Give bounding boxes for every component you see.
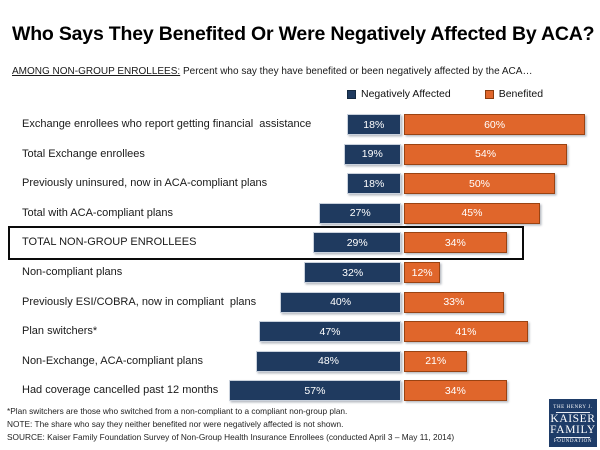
bar-negatively-affected [259,321,401,342]
kaiser-family-foundation-logo [549,399,597,447]
logo-line-kaiser: KAISER [550,413,596,425]
bar-negatively-affected [319,203,401,224]
bar-value-label: 21% [425,355,447,368]
bar-benefited [404,262,440,283]
bar-value-label: 50% [468,177,490,190]
bar-value-label: 27% [349,207,371,220]
legend-label: Benefited [498,88,544,100]
logo-line-foundation: FOUNDATION [553,439,593,444]
bar-value-label: 47% [319,325,341,338]
logo-line-henry: THE HENRY J. [553,405,593,410]
logo-rule [556,437,590,438]
category-label: Had coverage cancelled past 12 months [22,384,219,397]
category-label: Previously uninsured, now in ACA-compliant plans [22,177,268,190]
footnotes [7,405,454,444]
bar-value-label: 60% [484,118,506,131]
bar-value-label: 34% [444,384,466,397]
bar-benefited [404,232,507,253]
subtitle-lead: AMONG NON-GROUP ENROLLEES: [12,66,181,77]
bar-negatively-affected [347,173,401,194]
bar-value-label: 34% [444,236,466,249]
bar-benefited [404,292,504,313]
footnote-note: NOTE: The share who say they neither benefited nor were negatively affected is not shown. [7,419,344,429]
footnote-asterisk: *Plan switchers are those who switched from a non-compliant to a compliant non-group plan. [7,406,348,416]
category-label: Non-compliant plans [22,266,123,278]
category-label: TOTAL NON-GROUP ENROLLEES [22,236,197,249]
subtitle-rest: Percent who say they have benefited or been negatively affected by the ACA… [180,66,533,77]
bar-value-label: 32% [342,266,364,279]
bar-benefited [404,144,567,165]
bar-benefited [404,351,467,372]
bar-benefited [404,173,555,194]
footnote-source: SOURCE: Kaiser Family Foundation Survey of Non-Group Health Insurance Enrollees (conducted April 3 – May 11, 2014) [7,432,455,442]
bar-value-label: 18% [363,118,385,131]
bar-negatively-affected [229,380,401,401]
bar-negatively-affected [256,351,401,372]
bar-negatively-affected [344,144,401,165]
category-label: Exchange enrollees who report getting financial assistance [22,118,312,130]
bar-value-label: 41% [455,325,477,338]
page-title: Who Says They Benefited Or Were Negatively Affected By ACA? [12,23,595,45]
bar-value-label: 19% [361,148,383,161]
legend-label: Negatively Affected [361,88,451,100]
bar-value-label: 57% [304,384,326,397]
bar-benefited [404,321,528,342]
bar-value-label: 45% [461,207,483,220]
bar-benefited [404,203,540,224]
bar-value-label: 54% [475,148,497,161]
category-label: Total with ACA-compliant plans [22,206,174,219]
bar-value-label: 40% [330,296,352,309]
bar-value-label: 12% [411,266,433,279]
category-label: Non-Exchange, ACA-compliant plans [22,354,203,367]
category-label: Previously ESI/COBRA, now in compliant plans [22,295,257,308]
category-label: Total Exchange enrollees [22,147,145,160]
bar-benefited [404,114,585,135]
category-label: Plan switchers* [22,325,98,338]
bar-value-label: 18% [363,177,385,190]
bar-negatively-affected [313,232,401,253]
bar-negatively-affected [347,114,401,135]
bar-value-label: 29% [346,236,368,249]
bar-benefited [404,380,507,401]
bar-negatively-affected [280,292,401,313]
bar-value-label: 33% [443,296,465,309]
bar-negatively-affected [304,262,401,283]
bar-value-label: 48% [318,355,340,368]
logo-line-family: FAMILY [550,424,596,436]
